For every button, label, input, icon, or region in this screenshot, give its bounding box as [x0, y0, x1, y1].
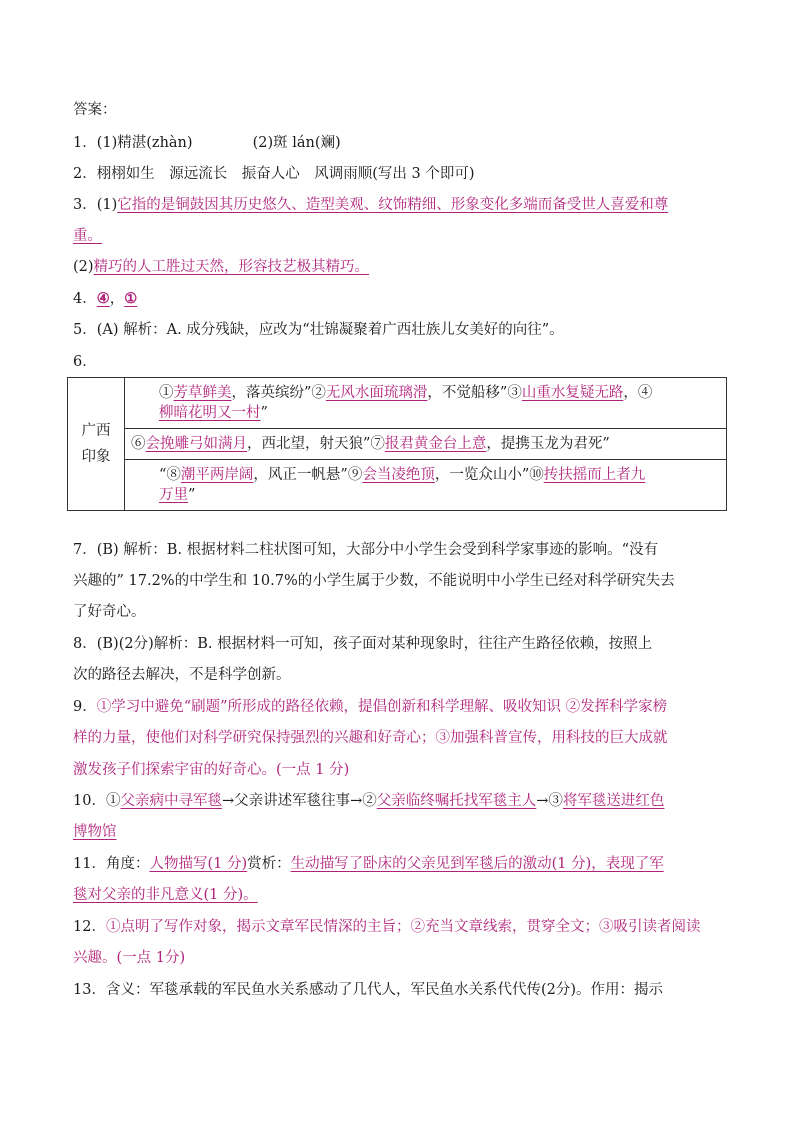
row1-answer3: 山重水复疑无路 — [521, 385, 624, 401]
q9-answer-line1: ①学习中避免“刷题”所形成的路径依赖，提倡创新和科学理解、吸收知识 ②发挥科学家榜 — [96, 699, 668, 715]
table-label-line1: 广西 — [81, 423, 111, 439]
q10-answer3: 将军毯送进红色 — [562, 793, 665, 809]
q10-answer2: 父亲临终嘱托找军毯主人 — [376, 793, 537, 809]
answer-7-line1: 7．(B) 解析：B. 根据材料二柱状图可知，大部分中小学生会受到科学家事迹的影响。“没有 — [73, 542, 659, 558]
q10-text1: →父亲讲述军毯往事→② — [221, 793, 377, 809]
answer-11-line1 — [73, 854, 664, 874]
row1-answer1: 芳草鲜美 — [173, 385, 232, 401]
answer-11-line2 — [73, 885, 258, 905]
table-label — [68, 378, 125, 511]
row3-text4: ” — [188, 487, 196, 503]
q11-text1: 赏析： — [247, 856, 291, 872]
row2-text3: ，提携玉龙为君死” — [486, 436, 610, 452]
answer-5: 5．(A) 解析：A. 成分残缺，应改为“壮锦凝聚着广西壮族儿女美好的向往”。 — [73, 322, 564, 338]
q1-part1: (1)精湛(zhàn) — [96, 135, 193, 151]
answer-3-part2 — [73, 257, 369, 277]
guangxi-impression-table — [67, 377, 727, 511]
q1-part2: (2)斑 lán(斓) — [252, 135, 341, 151]
q10-text2: →③ — [536, 793, 563, 809]
answer-heading: 答案： — [73, 102, 117, 118]
q9-num: 9． — [73, 699, 97, 715]
q3-num: 3．(1) — [73, 197, 118, 213]
answer-12-line2: 兴趣。(一点 1分) — [73, 950, 186, 966]
answer-3-line2 — [73, 226, 102, 246]
q11-answer2: 生动描写了卧床的父亲见到军毯后的激动(1 分)，表现了军 — [290, 856, 664, 872]
answer-10-line2 — [73, 822, 117, 842]
q12-num: 12． — [73, 919, 106, 935]
table-row-1 — [125, 378, 727, 429]
table-label-line2: 印象 — [81, 449, 111, 465]
q11-num: 11．角度： — [73, 856, 150, 872]
answer-8-line2: 次的路径去解决，不是科学创新。 — [73, 667, 291, 683]
q4-answer-a: ④ — [96, 290, 110, 307]
row3-text2: ，风正一帆悬”⑨ — [253, 467, 363, 483]
row1-text5: ” — [260, 405, 268, 421]
row3-text3: ，一览众山小”⑩ — [434, 467, 544, 483]
row1-text1: ① — [159, 385, 174, 401]
q11-answer2-cont: 毯对父亲的非凡意义(1 分)。 — [73, 887, 258, 903]
row1-text3: ，不觉船移”③ — [427, 385, 522, 401]
answer-7-line3: 了好奇心。 — [73, 604, 146, 620]
row2-answer1: 会挽雕弓如满月 — [145, 436, 247, 452]
q10-answer1: 父亲病中寻军毯 — [120, 793, 222, 809]
answer-4 — [73, 289, 137, 309]
row3-answer3: 抟扶摇而上者九 — [543, 467, 646, 483]
row1-text2: ，落英缤纷”② — [231, 385, 326, 401]
answer-12-line1 — [73, 917, 700, 937]
row2-text2: ，西北望，射天狼”⑦ — [247, 436, 385, 452]
answer-1 — [73, 133, 341, 153]
answer-9-line1 — [73, 697, 667, 717]
q3-answer1: 它指的是铜鼓因其历史悠久、造型美观、纹饰精细、形象变化多端而备受世人喜爱和尊 — [117, 197, 669, 213]
q3-answer2: 精巧的人工胜过天然，形容技艺极其精巧。 — [93, 259, 370, 275]
answer-10-line1 — [73, 791, 664, 811]
row2-text1: ⑥ — [131, 436, 146, 452]
q3-part2-num: (2) — [73, 259, 94, 275]
q4-num: 4． — [73, 291, 97, 307]
q12-answer-line1: ①点明了写作对象，揭示文章军民情深的主旨；②充当文章线索，贯穿全文；③吸引读者阅读 — [105, 919, 701, 935]
row3-answer3-cont: 万里 — [159, 487, 188, 503]
answer-13: 13．含义：军毯承载的军民鱼水关系感动了几代人，军民鱼水关系代代传(2分)。作用：揭示 — [73, 982, 663, 998]
row1-answer4: 柳暗花明又一村 — [159, 405, 261, 421]
table-row-2 — [125, 429, 727, 460]
answer-3-line1 — [73, 195, 668, 215]
answer-7-line2: 兴趣的” 17.2%的中学生和 10.7%的小学生属于少数，不能说明中小学生已经对科学研究失去 — [73, 573, 675, 589]
q4-sep: ， — [109, 291, 125, 307]
row3-text1: “⑧ — [159, 467, 181, 483]
row3-answer2: 会当凌绝顶 — [362, 467, 435, 483]
q10-answer3-cont: 博物馆 — [73, 824, 117, 840]
q1-num: 1． — [73, 135, 97, 151]
row1-text4: ，④ — [623, 385, 653, 401]
answer-8-line1: 8．(B)(2分)解析：B. 根据材料一可知，孩子面对某种现象时，往往产生路径依赖，按照上 — [73, 636, 653, 652]
answer-6-num: 6． — [73, 354, 97, 370]
row3-answer1: 潮平两岸阔 — [180, 467, 254, 483]
q10-num: 10．① — [73, 793, 121, 809]
answer-2: 2．栩栩如生 源远流长 振奋人心 风调雨顺(写出 3 个即可) — [73, 166, 475, 182]
answer-9-line3: 激发孩子们探索宇宙的好奇心。(一点 1 分) — [73, 762, 350, 778]
answer-9-line2: 样的力量，使他们对科学研究保持强烈的兴趣和好奇心；③加强科普宣传，用科技的巨大成就 — [73, 730, 668, 746]
q3-answer1-cont: 重。 — [73, 228, 102, 244]
q11-answer1: 人物描写(1 分) — [149, 856, 248, 872]
q4-answer-b: ① — [124, 290, 138, 307]
row2-answer2: 报君黄金台上意 — [384, 436, 487, 452]
row1-answer2: 无风水面琉璃滑 — [325, 385, 428, 401]
table-row-3 — [125, 460, 727, 511]
